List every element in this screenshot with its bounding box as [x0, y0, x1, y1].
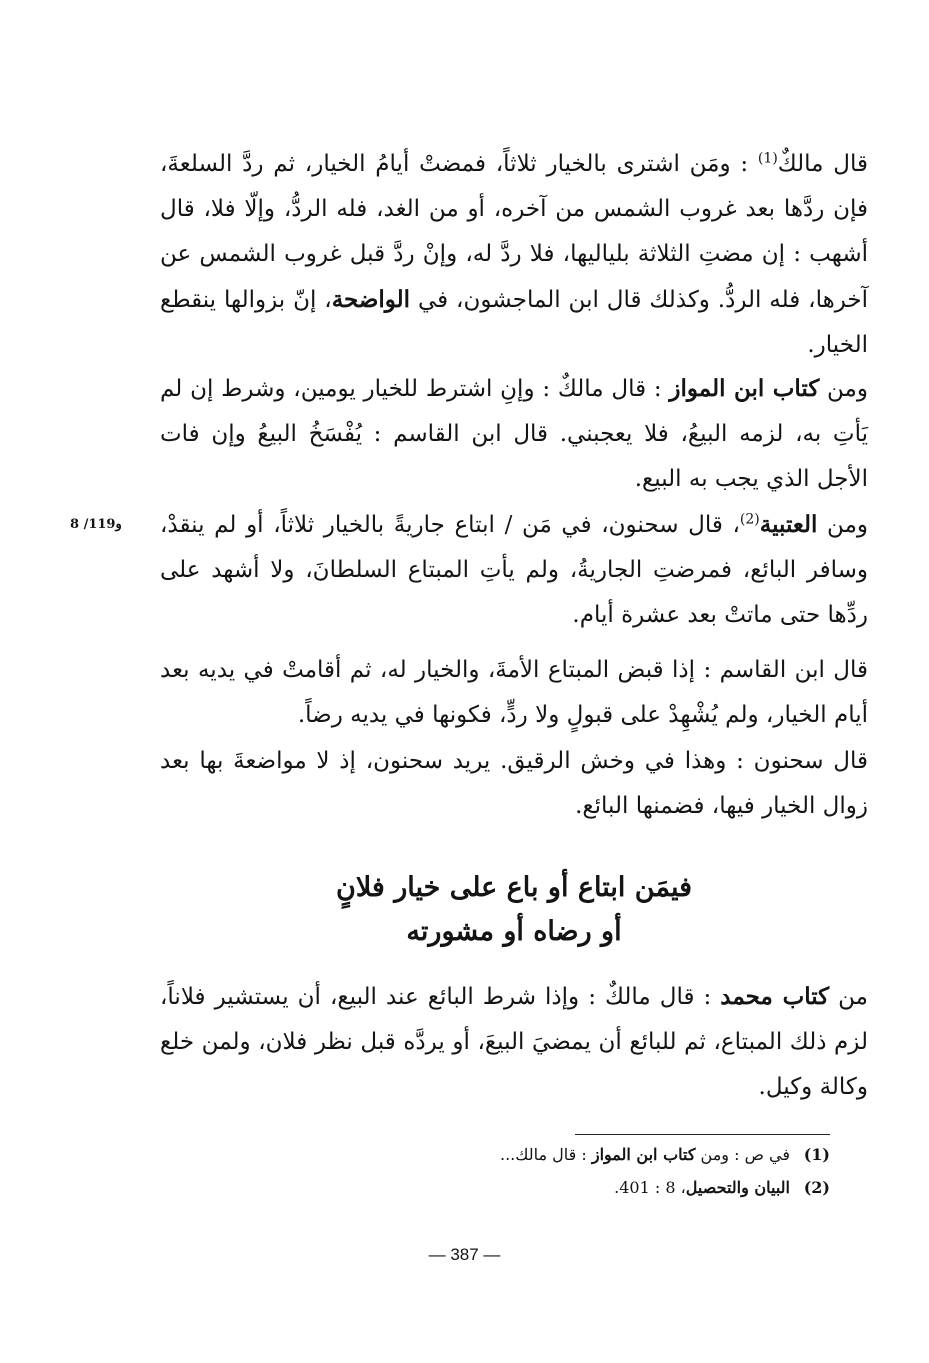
footnote-1-book-title: كتاب ابن المواز [591, 1145, 696, 1164]
paragraph-2 [160, 366, 868, 502]
paragraph-3 [160, 502, 868, 638]
para2-text-b: : قال مالكٌ : وإنِ اشترط للخيار يومين، وشرط إن لم يَأتِ به، لزمه البيعُ، فلا يعجبني. قال ابن القاسم : يُفْسَخُ البيعُ وإن فات الأجل الذي يجب به البيع. [160, 376, 868, 492]
para1-text-c: ، إنّ بزوالها ينقطع الخيار. [160, 287, 868, 358]
para3-text-a: ومن [817, 512, 868, 538]
footnote-1-text-a: في ص : ومن [695, 1145, 790, 1164]
para4-text: قال ابن القاسم : إذا قبض المبتاع الأمةَ، والخيار له، ثم أقامتْ في يديه بعد أيام الخيار، ولم يُشْهِدْ على قبولٍ ولا ردٍّ، فكونها في يديه رضاً. [160, 657, 868, 728]
footnote-ref-2[interactable]: (2) [739, 511, 760, 528]
para6-text-b: : قال مالكٌ : وإذا شرط البائع عند البيع، أن يستشير فلاناً، لزم ذلك المبتاع، ثم للبائع أن يمضيَ البيعَ، أو يردَّه قبل نظر فلان، ولمن خلع وكالة وكيل. [160, 984, 868, 1100]
footnote-1-number: (1) [803, 1145, 830, 1164]
book-title-utbiyya: العتبية [759, 511, 818, 538]
para6-text-a: من [829, 984, 868, 1010]
footnote-2-text-b: ، 8 : 401. [614, 1178, 686, 1197]
section-heading-line-1: فيمَن ابتاع أو باع على خيار فلانٍ [335, 872, 692, 903]
footnote-2-number: (2) [803, 1178, 830, 1197]
book-title-ibn-mawaz: كتاب ابن المواز [669, 375, 820, 402]
paragraph-5 [160, 739, 868, 829]
book-title-wadiha: الواضحة [331, 286, 411, 313]
footnote-1 [360, 1141, 830, 1169]
footnote-ref-1[interactable]: (1) [757, 150, 778, 167]
page-number: — 387 — [428, 1245, 501, 1264]
section-heading-line-2: أو رضاه أو مشورته [406, 916, 622, 947]
paragraph-6 [160, 974, 868, 1110]
margin-manuscript-ref: 8 /119و [70, 517, 122, 532]
footnote-1-text-b: : قال مالك... [499, 1145, 592, 1164]
paragraph-1 [160, 142, 868, 368]
footnote-2-book-title: البيان والتحصيل [685, 1178, 790, 1197]
para1-text-b: : ومَن اشترى بالخيار ثلاثاً، فمضتْ أيامُ الخيار، ثم ردَّ السلعةَ، فإن ردَّها بعد غروب الشمس من آخره، أو من الغد، فله الردُّ، وإلّا فلا، قال أشهب : إن مضتِ الثلاثة بلياليها، فلا ردَّ له، وإنْ ردَّ قبل غروب الشمس عن آخرها، فله الردُّ. وكذلك قال ابن الماجشون، في [160, 151, 868, 313]
para1-text-a: قال مالكٌ [777, 151, 868, 177]
para3-text-b: ، قال سحنون، في مَن / ابتاع جاريةً بالخيار ثلاثاً، أو لم ينقدْ، وسافر البائع، فمرضتِ الجاريةُ، ولم يأتِ المبتاع السلطانَ، ولا أشهد على ردِّها حتى ماتتْ بعد عشرة أيام. [160, 512, 868, 628]
para2-text-a: ومن [819, 376, 868, 402]
para5-text: قال سحنون : وهذا في وخش الرقيق. يريد سحنون، إذ لا مواضعةَ بها بعد زوال الخيار فيها، فضمنها البائع. [160, 748, 868, 819]
paragraph-4 [160, 648, 868, 738]
footnote-divider [575, 1134, 830, 1135]
book-title-muhammad: كتاب محمد [720, 983, 830, 1010]
footnote-2 [360, 1174, 830, 1202]
